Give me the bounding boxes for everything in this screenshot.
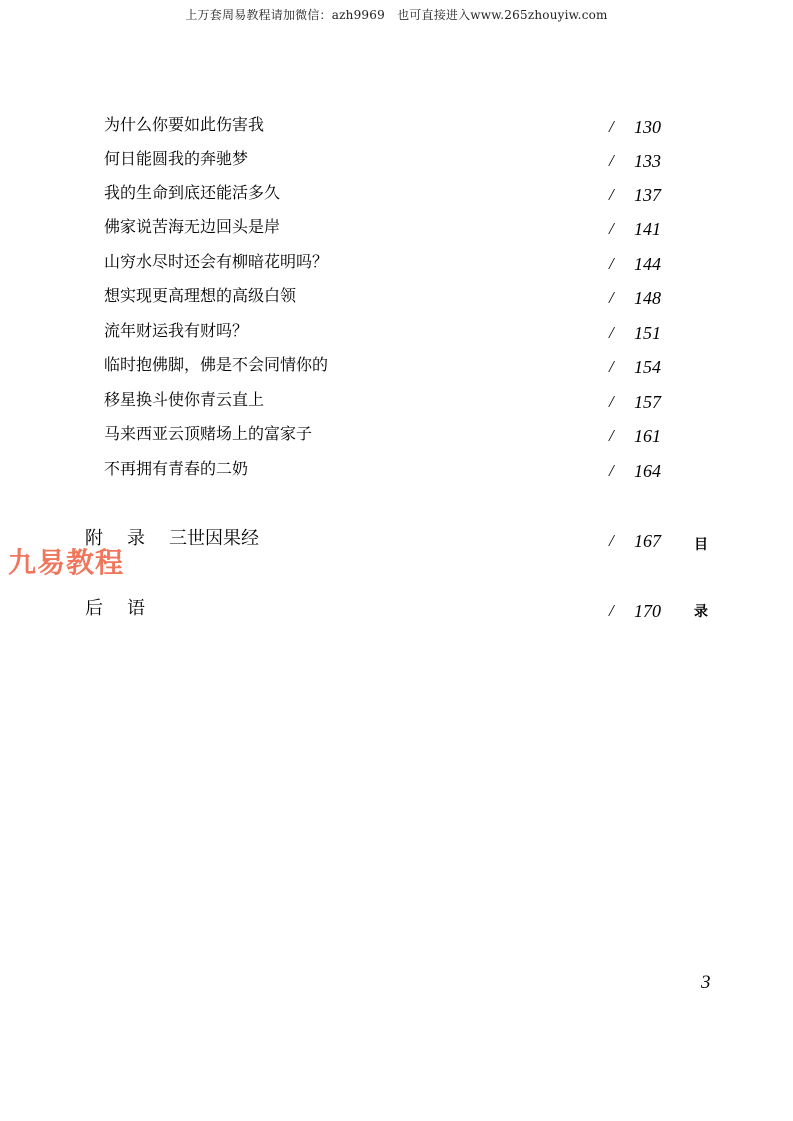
toc-separator: /: [609, 323, 614, 342]
toc-entry-title: 何日能圆我的奔驰梦: [104, 149, 249, 168]
toc-entry-page: 157: [634, 392, 661, 412]
toc-entry[interactable]: [0, 458, 793, 482]
toc-separator: /: [609, 531, 614, 550]
toc-entry-page: 130: [634, 117, 661, 137]
toc-entry-page: 148: [634, 288, 661, 308]
toc-entry[interactable]: [0, 423, 793, 447]
toc-entry[interactable]: [0, 285, 793, 309]
toc-entry-page: 144: [634, 254, 661, 274]
toc-entry-page: 141: [634, 219, 661, 239]
toc-separator: /: [609, 288, 614, 307]
toc-entry-page: 161: [634, 426, 661, 446]
watermark: 九易教程: [8, 546, 125, 579]
toc-separator: /: [609, 461, 614, 480]
toc-separator: /: [609, 426, 614, 445]
toc-entry[interactable]: [0, 114, 793, 138]
section-name: 三世因果经: [169, 528, 259, 549]
toc-entry-title: 移星换斗使你青云直上: [104, 390, 265, 409]
toc-entry[interactable]: [0, 216, 793, 240]
toc-entry-title: 不再拥有青春的二奶: [104, 459, 249, 478]
toc-entry[interactable]: [0, 320, 793, 344]
toc-entry-page: 154: [634, 357, 661, 377]
toc-separator: /: [609, 254, 614, 273]
toc-separator: /: [609, 185, 614, 204]
toc-separator: /: [609, 601, 614, 620]
section-label: 附录: [85, 528, 169, 549]
toc-section-page: 170: [634, 601, 661, 621]
toc-separator: /: [609, 357, 614, 376]
toc-entry[interactable]: [0, 389, 793, 413]
toc-entry-title: 临时抱佛脚，佛是不会同情你的: [104, 355, 329, 374]
toc-entry-page: 151: [634, 323, 661, 343]
toc-entry-title: 山穷水尽时还会有柳暗花明吗？: [104, 252, 329, 271]
toc-separator: /: [609, 117, 614, 136]
toc-entry-title: 马来西亚云顶赌场上的富家子: [104, 424, 313, 443]
toc-section-title: [85, 598, 169, 620]
toc-separator: /: [609, 151, 614, 170]
toc-entry-page: 164: [634, 461, 661, 481]
side-title-char: 目: [694, 537, 708, 553]
section-label: 后语: [85, 598, 169, 619]
toc-entry[interactable]: [0, 354, 793, 378]
toc-separator: /: [609, 392, 614, 411]
toc-entry-title: 佛家说苦海无边回头是岸: [104, 217, 281, 236]
toc-entry-page: 133: [634, 151, 661, 171]
header-note: 上万套周易教程请加微信：azh9969 也可直接进入www.265zhouyiw.com: [185, 8, 608, 22]
toc-entry-title: 想实现更高理想的高级白领: [104, 286, 297, 305]
side-title-char: 录: [694, 604, 708, 620]
toc-entry-title: 为什么你要如此伤害我: [104, 115, 265, 134]
toc-section-afterword[interactable]: [0, 598, 793, 622]
toc-entry-title: 流年财运我有财吗？: [104, 321, 249, 340]
page-number: 3: [701, 972, 711, 993]
toc-separator: /: [609, 219, 614, 238]
toc-entry[interactable]: [0, 182, 793, 206]
toc-entry[interactable]: [0, 251, 793, 275]
toc-entry[interactable]: [0, 148, 793, 172]
toc-section-page: 167: [634, 531, 661, 551]
toc-entry-title: 我的生命到底还能活多久: [104, 183, 281, 202]
toc-entry-page: 137: [634, 185, 661, 205]
